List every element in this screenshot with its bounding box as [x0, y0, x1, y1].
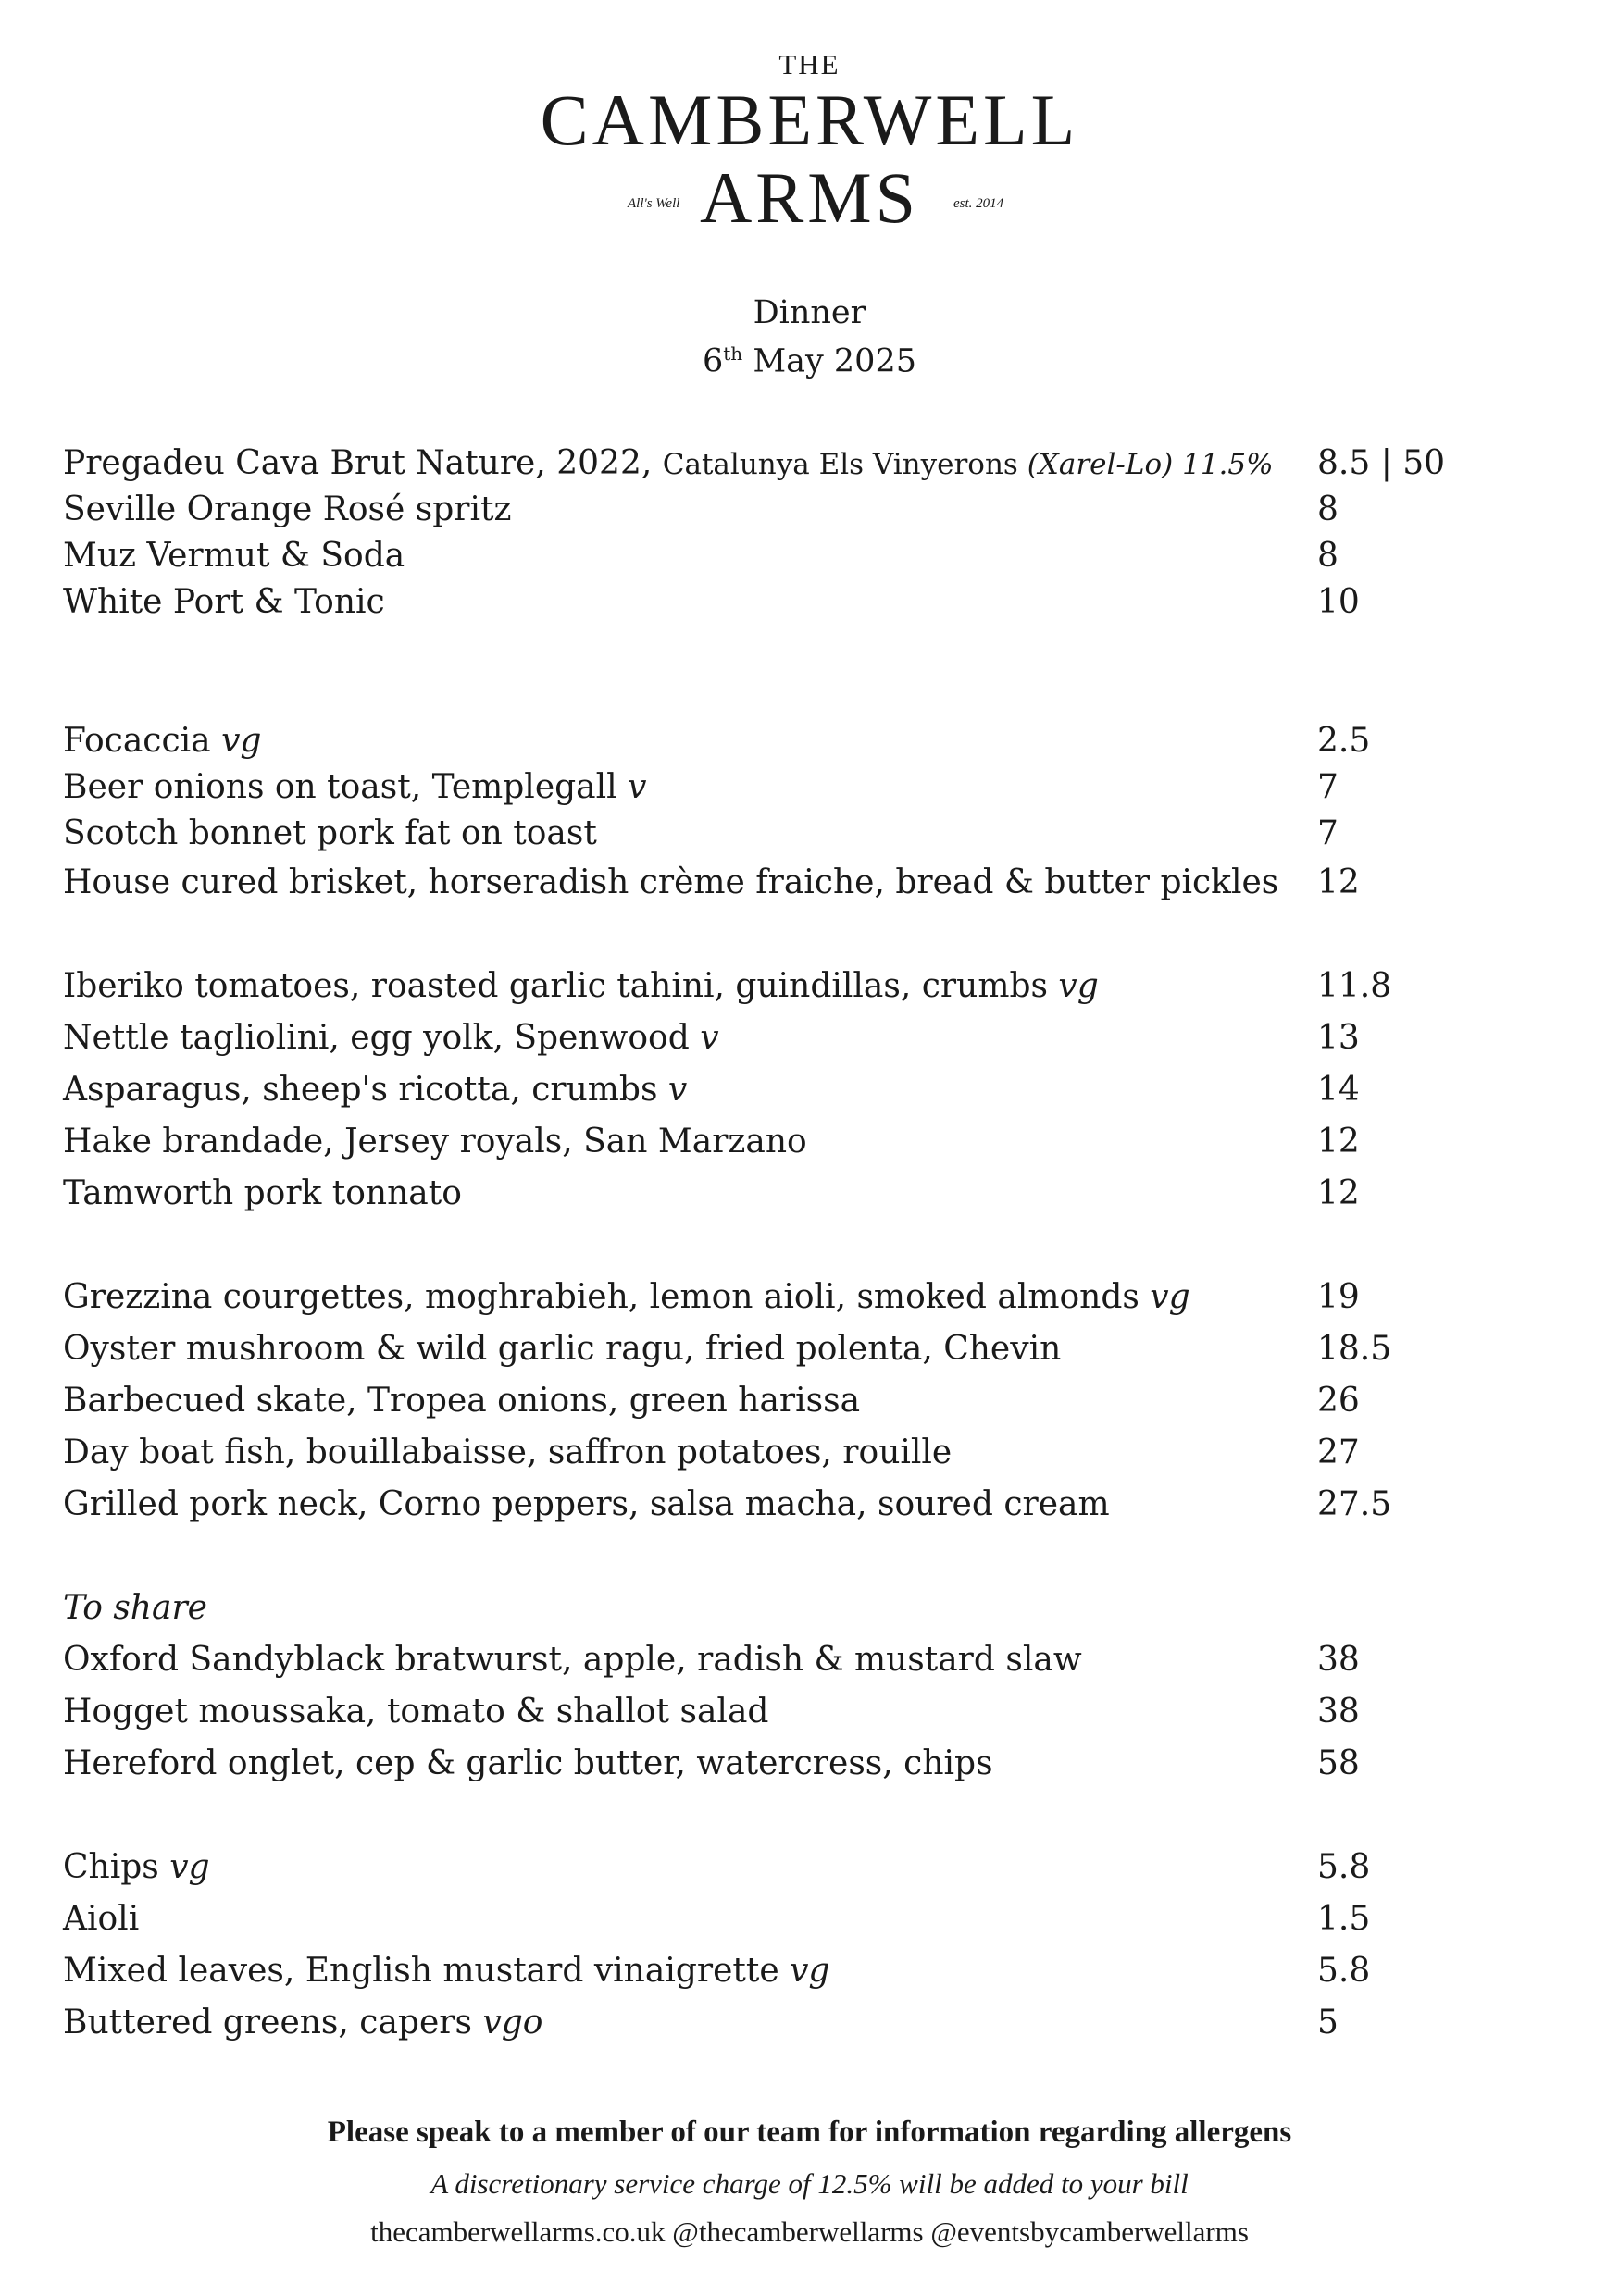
- item-name: Oxford Sandyblack bratwurst, apple, radish & mustard slaw: [63, 1641, 1082, 1679]
- to-share-section: [63, 1582, 1563, 1790]
- date-day: 6: [702, 342, 724, 380]
- logo-the: THE: [778, 48, 841, 81]
- menu-item: [63, 1012, 1563, 1064]
- date-rest: May 2025: [742, 342, 916, 380]
- item-name-text: Tamworth pork tonnato: [63, 1174, 462, 1212]
- item-note: [663, 448, 1274, 481]
- item-name: [63, 961, 1099, 1012]
- item-name: [63, 1893, 139, 1945]
- section-spacer: [63, 1220, 1563, 1272]
- item-name-text: Oyster mushroom & wild garlic ragu, fried polenta, Chevin: [63, 1330, 1062, 1368]
- item-name: [63, 811, 597, 857]
- drinks-section: [63, 441, 1563, 626]
- item-price: 19: [1317, 1278, 1360, 1316]
- item-price: 38: [1317, 1641, 1360, 1679]
- item-name: Muz Vermut & Soda: [63, 537, 405, 575]
- item-price: 38: [1317, 1693, 1360, 1731]
- item-name: [63, 1375, 860, 1427]
- menu-title: Dinner: [753, 294, 866, 331]
- item-name: [63, 1427, 952, 1479]
- item-name-text: Mixed leaves, English mustard vinaigrette: [63, 1952, 791, 1990]
- logo: [0, 48, 1619, 237]
- menu-item: [63, 857, 1563, 909]
- item-name: [63, 1012, 719, 1064]
- item-name-text: Nettle tagliolini, egg yolk, Spenwood: [63, 1019, 701, 1057]
- item-price: 12: [1317, 1174, 1360, 1212]
- item-name: [63, 1064, 687, 1116]
- item-note-italic: (Xarel-Lo) 11.5%: [1027, 448, 1274, 481]
- menu-item: [63, 1323, 1563, 1375]
- diet-tag: vg: [1058, 967, 1099, 1005]
- logo-arms-row: [0, 159, 1619, 237]
- item-price: 58: [1317, 1744, 1360, 1782]
- item-name: [63, 1168, 462, 1220]
- menu-item: [63, 1375, 1563, 1427]
- item-name: [63, 1997, 542, 2049]
- item-name-text: Focaccia: [63, 722, 222, 760]
- item-name-text: Aioli: [63, 1900, 140, 1938]
- item-price: 11.8: [1317, 967, 1392, 1005]
- item-price: 5.8: [1317, 1848, 1371, 1886]
- menu-item: [63, 1842, 1563, 1893]
- item-name-text: Chips: [63, 1848, 170, 1886]
- item-name-text: Asparagus, sheep's ricotta, crumbs: [63, 1071, 668, 1109]
- item-price: 12: [1317, 863, 1360, 901]
- menu-item: [63, 1893, 1563, 1945]
- section-spacer: [63, 909, 1563, 961]
- diet-tag: v: [628, 768, 647, 806]
- logo-tagline-right: est. 2014: [953, 196, 1004, 211]
- menu-date: [0, 342, 1619, 380]
- menu-item: [63, 487, 1563, 533]
- item-name: [63, 764, 646, 811]
- item-name-text: Pregadeu Cava Brut Nature, 2022,: [63, 444, 663, 482]
- item-name-text: Scotch bonnet pork fat on toast: [63, 814, 597, 852]
- menu-item: [63, 961, 1563, 1012]
- menu-item: [63, 1738, 1563, 1790]
- item-price: 13: [1317, 1019, 1360, 1057]
- item-price: 27.5: [1317, 1485, 1392, 1523]
- item-name: White Port & Tonic: [63, 583, 385, 621]
- menu-item: [63, 718, 1563, 764]
- item-name: Seville Orange Rosé spritz: [63, 490, 512, 528]
- date-suffix: th: [723, 342, 743, 365]
- item-price: 14: [1317, 1071, 1360, 1109]
- item-price: 8: [1317, 490, 1339, 528]
- diet-tag: vg: [221, 722, 262, 760]
- menu-item: [63, 441, 1563, 487]
- section-label-text: To share: [63, 1589, 207, 1627]
- section-spacer: [63, 626, 1563, 718]
- menu-list: [63, 441, 1563, 2049]
- section-label-to-share: [63, 1582, 1563, 1634]
- small-plates-section: [63, 961, 1563, 1220]
- item-price: 7: [1317, 768, 1339, 806]
- menu-item: [63, 1997, 1563, 2049]
- allergen-notice: Please speak to a member of our team for information regarding allergens: [327, 2116, 1292, 2149]
- menu-item: [63, 1945, 1563, 1997]
- item-name-text: Hake brandade, Jersey royals, San Marzano: [63, 1123, 807, 1160]
- item-price: 27: [1317, 1433, 1360, 1471]
- menu-item: [63, 1686, 1563, 1738]
- item-name: [63, 857, 1278, 909]
- item-name: [63, 1116, 807, 1168]
- menu-item: [63, 1168, 1563, 1220]
- menu-item: [63, 1634, 1563, 1686]
- item-name-text: Day boat fish, bouillabaisse, saffron potatoes, rouille: [63, 1433, 953, 1471]
- item-price: 1.5: [1317, 1900, 1371, 1938]
- item-price: 5: [1317, 2004, 1339, 2042]
- item-name-text: Grilled pork neck, Corno peppers, salsa macha, soured cream: [63, 1485, 1110, 1523]
- item-name-text: House cured brisket, horseradish crème fraiche, bread & butter pickles: [63, 863, 1279, 901]
- item-price: 7: [1317, 814, 1339, 852]
- diet-tag: vg: [169, 1848, 210, 1886]
- item-price: 18.5: [1317, 1330, 1392, 1368]
- item-name: [63, 1945, 829, 1997]
- logo-camberwell: CAMBERWELL: [540, 80, 1079, 160]
- item-price: 2.5: [1317, 722, 1371, 760]
- item-name: [63, 718, 261, 764]
- diet-tag: vgo: [482, 2004, 543, 2042]
- item-name-text: Beer onions on toast, Templegall: [63, 768, 629, 806]
- item-name-text: Iberiko tomatoes, roasted garlic tahini, guindillas, crumbs: [63, 967, 1059, 1005]
- item-name: [63, 1323, 1061, 1375]
- mains-section: [63, 1272, 1563, 1531]
- sides-section: [63, 1842, 1563, 2049]
- diet-tag: v: [700, 1019, 719, 1057]
- logo-tagline-left: All's Well: [628, 196, 680, 211]
- menu-item: [63, 764, 1563, 811]
- item-price: 26: [1317, 1382, 1360, 1420]
- snacks-section: [63, 718, 1563, 909]
- item-name: Hereford onglet, cep & garlic butter, watercress, chips: [63, 1744, 993, 1782]
- menu-item: [63, 1479, 1563, 1531]
- logo-arms: ARMS: [699, 157, 920, 238]
- item-name: [63, 1272, 1190, 1323]
- section-spacer: [63, 1790, 1563, 1842]
- item-price: 8: [1317, 537, 1339, 575]
- service-charge-notice: A discretionary service charge of 12.5% will be added to your bill: [430, 2167, 1189, 2200]
- item-price: 12: [1317, 1123, 1360, 1160]
- item-name-text: Barbecued skate, Tropea onions, green harissa: [63, 1382, 861, 1420]
- menu-item: [63, 1064, 1563, 1116]
- item-name: [63, 1479, 1110, 1531]
- menu-item: [63, 1272, 1563, 1323]
- diet-tag: vg: [1150, 1278, 1190, 1316]
- diet-tag: vg: [790, 1952, 830, 1990]
- menu-item: [63, 533, 1563, 579]
- item-name-text: Buttered greens, capers: [63, 2004, 483, 2042]
- item-name: [63, 441, 1274, 488]
- item-name: Hogget moussaka, tomato & shallot salad: [63, 1693, 769, 1731]
- menu-item: [63, 1427, 1563, 1479]
- item-name: [63, 1842, 210, 1893]
- menu-item: [63, 811, 1563, 857]
- item-price: 8.5 | 50: [1317, 444, 1446, 482]
- item-note-text: Catalunya Els Vinyerons: [662, 448, 1027, 481]
- item-name-text: Grezzina courgettes, moghrabieh, lemon aioli, smoked almonds: [63, 1278, 1151, 1316]
- website-and-socials: thecamberwellarms.co.uk @thecamberwellarms @eventsbycamberwellarms: [370, 2215, 1249, 2248]
- menu-item: [63, 579, 1563, 626]
- section-spacer: [63, 1531, 1563, 1582]
- item-price: 10: [1317, 583, 1360, 621]
- menu-item: [63, 1116, 1563, 1168]
- item-price: 5.8: [1317, 1952, 1371, 1990]
- diet-tag: v: [667, 1071, 688, 1109]
